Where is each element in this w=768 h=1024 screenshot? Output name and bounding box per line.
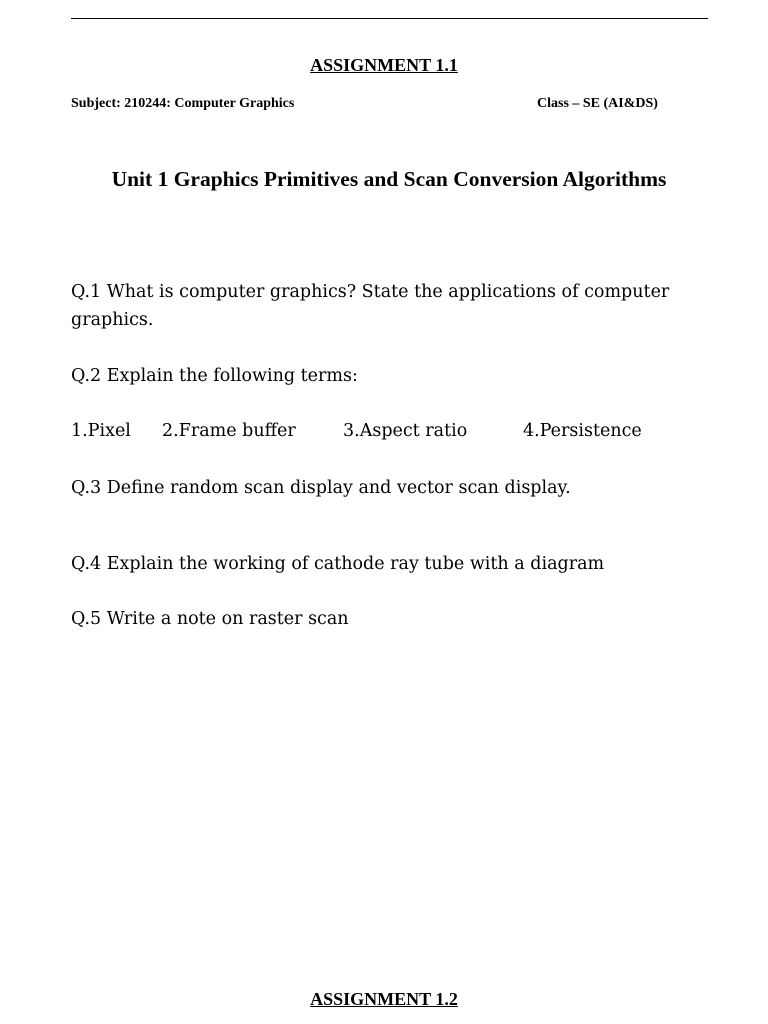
question-5: Q.5 Write a note on raster scan <box>71 609 349 629</box>
term-pixel: 1.Pixel <box>71 421 131 441</box>
term-aspect-ratio: 3.Aspect ratio <box>343 421 468 441</box>
class-line: Class – SE (AI&DS) <box>537 96 658 111</box>
assignment-2-heading: ASSIGNMENT 1.2 <box>310 989 458 1009</box>
question-2: Q.2 Explain the following terms: <box>71 366 358 386</box>
term-frame-buffer: 2.Frame buffer <box>162 421 296 441</box>
assignment-1-heading: ASSIGNMENT 1.1 <box>310 55 458 75</box>
question-3: Q.3 Define random scan display and vector scan display. <box>71 478 571 498</box>
term-persistence: 4.Persistence <box>523 421 642 441</box>
top-rule <box>71 18 708 19</box>
unit-title: Unit 1 Graphics Primitives and Scan Conversion Algorithms <box>111 167 667 191</box>
question-1: Q.1 What is computer graphics? State the applications of computer graphics. <box>71 282 670 330</box>
question-4: Q.4 Explain the working of cathode ray tube with a diagram <box>71 554 605 574</box>
subject-line: Subject: 210244: Computer Graphics <box>71 96 295 111</box>
